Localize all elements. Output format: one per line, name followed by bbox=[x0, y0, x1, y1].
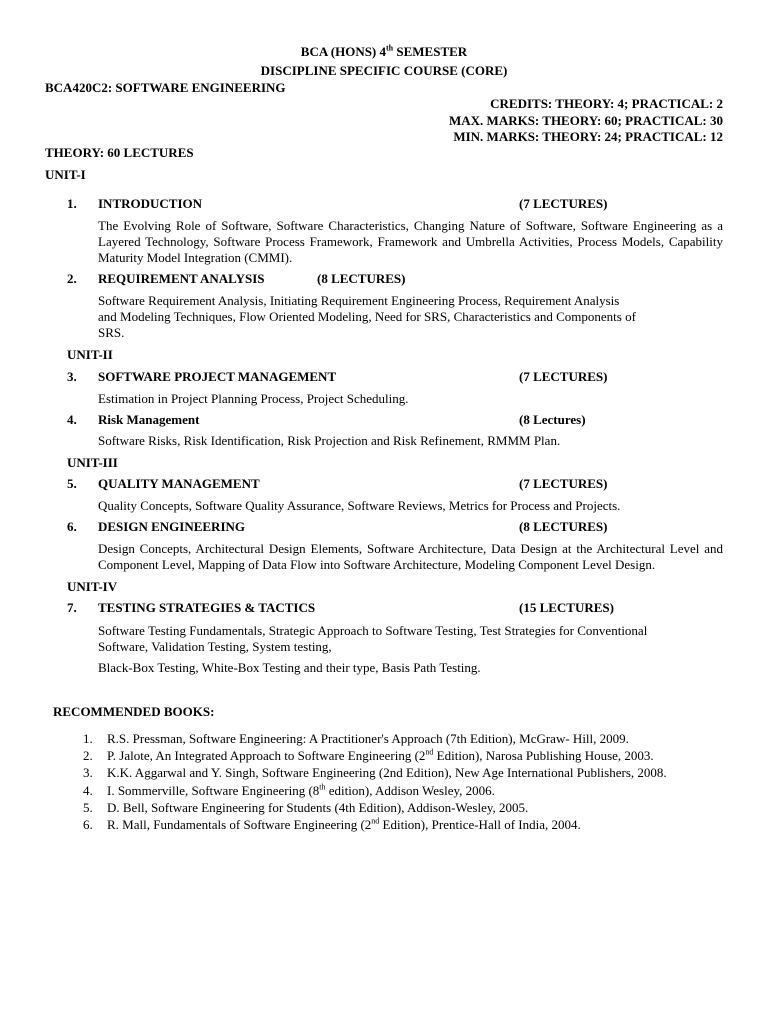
topic-lectures: (7 LECTURES) bbox=[519, 196, 608, 211]
topic-title: Risk Management bbox=[98, 412, 200, 427]
book-citation: D. Bell, Software Engineering for Students (4th Edition), Addison-Wesley, 2005. bbox=[107, 800, 529, 815]
topic-title: INTRODUCTION bbox=[98, 196, 203, 211]
topic-title: DESIGN ENGINEERING bbox=[98, 519, 246, 534]
topic-number: 3. bbox=[67, 369, 77, 384]
book-number: 5. bbox=[83, 800, 93, 815]
topic-title: SOFTWARE PROJECT MANAGEMENT bbox=[98, 369, 337, 384]
topic-number: 2. bbox=[67, 271, 77, 286]
topic-row bbox=[0, 196, 768, 212]
course-code-title: BCA420C2: SOFTWARE ENGINEERING bbox=[45, 80, 286, 95]
book-item bbox=[0, 731, 768, 747]
topic-number: 7. bbox=[67, 600, 77, 615]
book-citation: R. Mall, Fundamentals of Software Engineering (2nd Edition), Prentice-Hall of India, 2004. bbox=[107, 816, 581, 832]
min-marks-line: MIN. MARKS: THEORY: 24; PRACTICAL: 12 bbox=[453, 129, 723, 144]
book-citation: R.S. Pressman, Software Engineering: A Practitioner's Approach (7th Edition), McGraw- Hill, 2009. bbox=[107, 731, 629, 746]
book-number: 4. bbox=[83, 783, 93, 798]
book-item bbox=[0, 783, 768, 799]
unit-heading: UNIT-IV bbox=[67, 579, 118, 594]
unit-heading: UNIT-II bbox=[67, 347, 113, 362]
topic-description: Design Concepts, Architectural Design Elements, Software Architecture, Data Design at the Architectural Level and Component Level, Mapping of Data Flow into Software Architecture, Modeling Component Level Design. bbox=[98, 541, 723, 572]
book-number: 1. bbox=[83, 731, 93, 746]
topic-description-line: Software Requirement Analysis, Initiating Requirement Engineering Process, Requirement Analysis bbox=[98, 293, 620, 308]
topic-row bbox=[0, 476, 768, 492]
topic-description: Quality Concepts, Software Quality Assurance, Software Reviews, Metrics for Process and Projects. bbox=[98, 498, 621, 513]
topic-lectures: (8 Lectures) bbox=[519, 412, 586, 427]
topic-description-line: Software, Validation Testing, System testing, bbox=[98, 639, 332, 654]
topic-description: Software Risks, Risk Identification, Risk Projection and Risk Refinement, RMMM Plan. bbox=[98, 433, 561, 448]
topic-row bbox=[0, 271, 768, 287]
topic-description-line: Software Testing Fundamentals, Strategic Approach to Software Testing, Test Strategies for Conventional bbox=[98, 623, 648, 638]
topic-lectures: (7 LECTURES) bbox=[519, 369, 608, 384]
topic-row bbox=[0, 600, 768, 616]
book-item bbox=[0, 800, 768, 816]
max-marks-line: MAX. MARKS: THEORY: 60; PRACTICAL: 30 bbox=[449, 113, 723, 128]
topic-description: The Evolving Role of Software, Software Characteristics, Changing Nature of Software, Software Engineering as a Layered Technology, Software Process Framework, Framework and Umbrella Activities, Process Models, Capability Maturity Model Integration (CMMI). bbox=[98, 218, 723, 265]
topic-number: 4. bbox=[67, 412, 77, 427]
topic-title: QUALITY MANAGEMENT bbox=[98, 476, 260, 491]
topic-description-line: Black-Box Testing, White-Box Testing and their type, Basis Path Testing. bbox=[98, 660, 481, 675]
book-item bbox=[0, 817, 768, 833]
topic-row bbox=[0, 519, 768, 535]
topic-row bbox=[0, 369, 768, 385]
semester-heading: BCA (HONS) 4th SEMESTER bbox=[300, 43, 468, 59]
theory-lectures: THEORY: 60 LECTURES bbox=[45, 145, 194, 160]
book-item bbox=[0, 748, 768, 764]
topic-number: 6. bbox=[67, 519, 77, 534]
book-item bbox=[0, 765, 768, 781]
unit-heading: UNIT-I bbox=[45, 167, 86, 182]
topic-title: REQUIREMENT ANALYSIS bbox=[98, 271, 265, 286]
credits-line: CREDITS: THEORY: 4; PRACTICAL: 2 bbox=[490, 96, 723, 111]
topic-lectures: (8 LECTURES) bbox=[519, 519, 608, 534]
book-number: 3. bbox=[83, 765, 93, 780]
book-number: 2. bbox=[83, 748, 93, 763]
book-citation: K.K. Aggarwal and Y. Singh, Software Engineering (2nd Edition), New Age International Publishers, 2008. bbox=[107, 765, 667, 780]
topic-number: 1. bbox=[67, 196, 77, 211]
topic-lectures: (7 LECTURES) bbox=[519, 476, 608, 491]
topic-description-line: and Modeling Techniques, Flow Oriented Modeling, Need for SRS, Characteristics and Components of bbox=[98, 309, 636, 324]
topic-title: TESTING STRATEGIES & TACTICS bbox=[98, 600, 316, 615]
book-citation: I. Sommerville, Software Engineering (8th edition), Addison Wesley, 2006. bbox=[107, 782, 495, 798]
unit-heading: UNIT-III bbox=[67, 455, 118, 470]
topic-number: 5. bbox=[67, 476, 77, 491]
topic-lectures: (8 LECTURES) bbox=[317, 271, 406, 286]
topic-row bbox=[0, 412, 768, 428]
topic-description-line: SRS. bbox=[98, 325, 125, 340]
course-type-heading: DISCIPLINE SPECIFIC COURSE (CORE) bbox=[260, 63, 508, 78]
topic-lectures: (15 LECTURES) bbox=[519, 600, 614, 615]
book-number: 6. bbox=[83, 817, 93, 832]
books-heading: RECOMMENDED BOOKS: bbox=[53, 704, 215, 719]
book-citation: P. Jalote, An Integrated Approach to Software Engineering (2nd Edition), Narosa Publishing House, 2003. bbox=[107, 747, 654, 763]
topic-description: Estimation in Project Planning Process, Project Scheduling. bbox=[98, 391, 409, 406]
